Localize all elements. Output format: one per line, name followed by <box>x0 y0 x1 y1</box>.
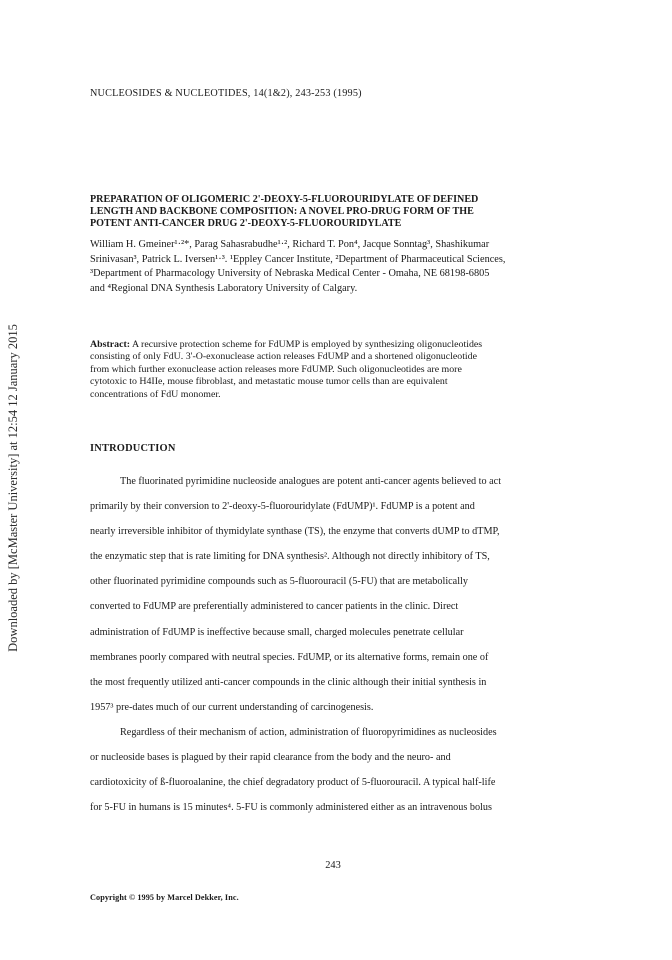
title-line: LENGTH AND BACKBONE COMPOSITION: A NOVEL PRO-DRUG FORM OF THE <box>90 206 474 218</box>
body-line: Regardless of their mechanism of action, administration of fluoropyrimidines as nucleosides <box>120 726 497 738</box>
body-line: the enzymatic step that is rate limiting for DNA synthesis². Although not directly inhibitory of TS, <box>90 551 490 563</box>
page-number: 243 <box>325 860 341 871</box>
abstract-first-line: A recursive protection scheme for FdUMP is employed by synthesizing oligonucleotides <box>130 339 483 350</box>
body-line: other fluorinated pyrimidine compounds such as 5-fluorouracil (5-FU) that are metabolically <box>90 576 468 588</box>
abstract-line: consisting of only FdU. 3'-O-exonuclease action releases FdUMP and a shortened oligonucleotide <box>90 351 478 363</box>
introduction-body <box>90 469 590 820</box>
author-line: William H. Gmeiner¹·²*, Parag Sahasrabudhe¹·², Richard T. Pon⁴, Jacque Sonntag³, Shashikumar <box>90 239 490 250</box>
body-line: cardiotoxicity of ß-fluoroalanine, the chief degradatory product of 5-fluorouracil. A typical half-life <box>90 777 496 789</box>
copyright-notice: Copyright © 1995 by Marcel Dekker, Inc. <box>90 893 239 902</box>
author-line: Srinivasan³, Patrick L. Iversen¹·³. ¹Eppley Cancer Institute, ²Department of Pharmaceutical Sciences, <box>90 253 506 265</box>
body-line: nearly irreversible inhibitor of thymidylate synthase (TS), the enzyme that converts dUMP to dTMP, <box>90 526 500 538</box>
body-line: the most frequently utilized anti-cancer compounds in the clinic although their initial synthesis in <box>90 676 487 688</box>
body-line: 1957³ pre-dates much of our current understanding of carcinogenesis. <box>90 701 374 713</box>
title-line: POTENT ANTI-CANCER DRUG 2'-DEOXY-5-FLUOROURIDYLATE <box>90 218 402 230</box>
body-line: administration of FdUMP is ineffective because small, charged molecules penetrate cellular <box>90 626 464 638</box>
body-line: for 5-FU in humans is 15 minutes⁴. 5-FU is commonly administered either as an intravenous bolus <box>90 802 492 814</box>
abstract-line: cytotoxic to H4IIe, mouse fibroblast, and metastatic mouse tumor cells than are equivalent <box>90 376 448 388</box>
body-line: membranes poorly compared with neutral species. FdUMP, or its alternative forms, remain one of <box>90 651 489 663</box>
abstract-label: Abstract: <box>90 339 131 350</box>
abstract-line: concentrations of FdU monomer. <box>90 388 221 400</box>
title-line: PREPARATION OF OLIGOMERIC 2'-DEOXY-5-FLUOROURIDYLATE OF DEFINED <box>90 194 479 205</box>
article-title <box>90 194 590 231</box>
author-affiliations <box>90 238 590 296</box>
body-line: converted to FdUMP are preferentially administered to cancer patients in the clinic. Direct <box>90 601 459 613</box>
author-line: ³Department of Pharmacology University of Nebraska Medical Center - Omaha, NE 68198-6805 <box>90 268 490 280</box>
journal-citation: NUCLEOSIDES & NUCLEOTIDES, 14(1&2), 243-253 (1995) <box>90 88 362 99</box>
author-line: and ⁴Regional DNA Synthesis Laboratory University of Calgary. <box>90 282 358 294</box>
body-line: or nucleoside bases is plagued by their rapid clearance from the body and the neuro- and <box>90 752 451 764</box>
section-heading-introduction: INTRODUCTION <box>90 443 176 454</box>
body-line: The fluorinated pyrimidine nucleoside analogues are potent anti-cancer agents believed to act <box>120 476 502 487</box>
body-line: primarily by their conversion to 2'-deoxy-5-fluorouridylate (FdUMP)¹. FdUMP is a potent and <box>90 501 475 513</box>
abstract-line <box>90 339 590 351</box>
abstract <box>90 339 590 401</box>
abstract-line: from which further exonuclease action releases more FdUMP. Such oligonucleotides are more <box>90 363 462 375</box>
download-watermark: Downloaded by [McMaster University] at 12:54 12 January 2015 <box>6 324 20 652</box>
